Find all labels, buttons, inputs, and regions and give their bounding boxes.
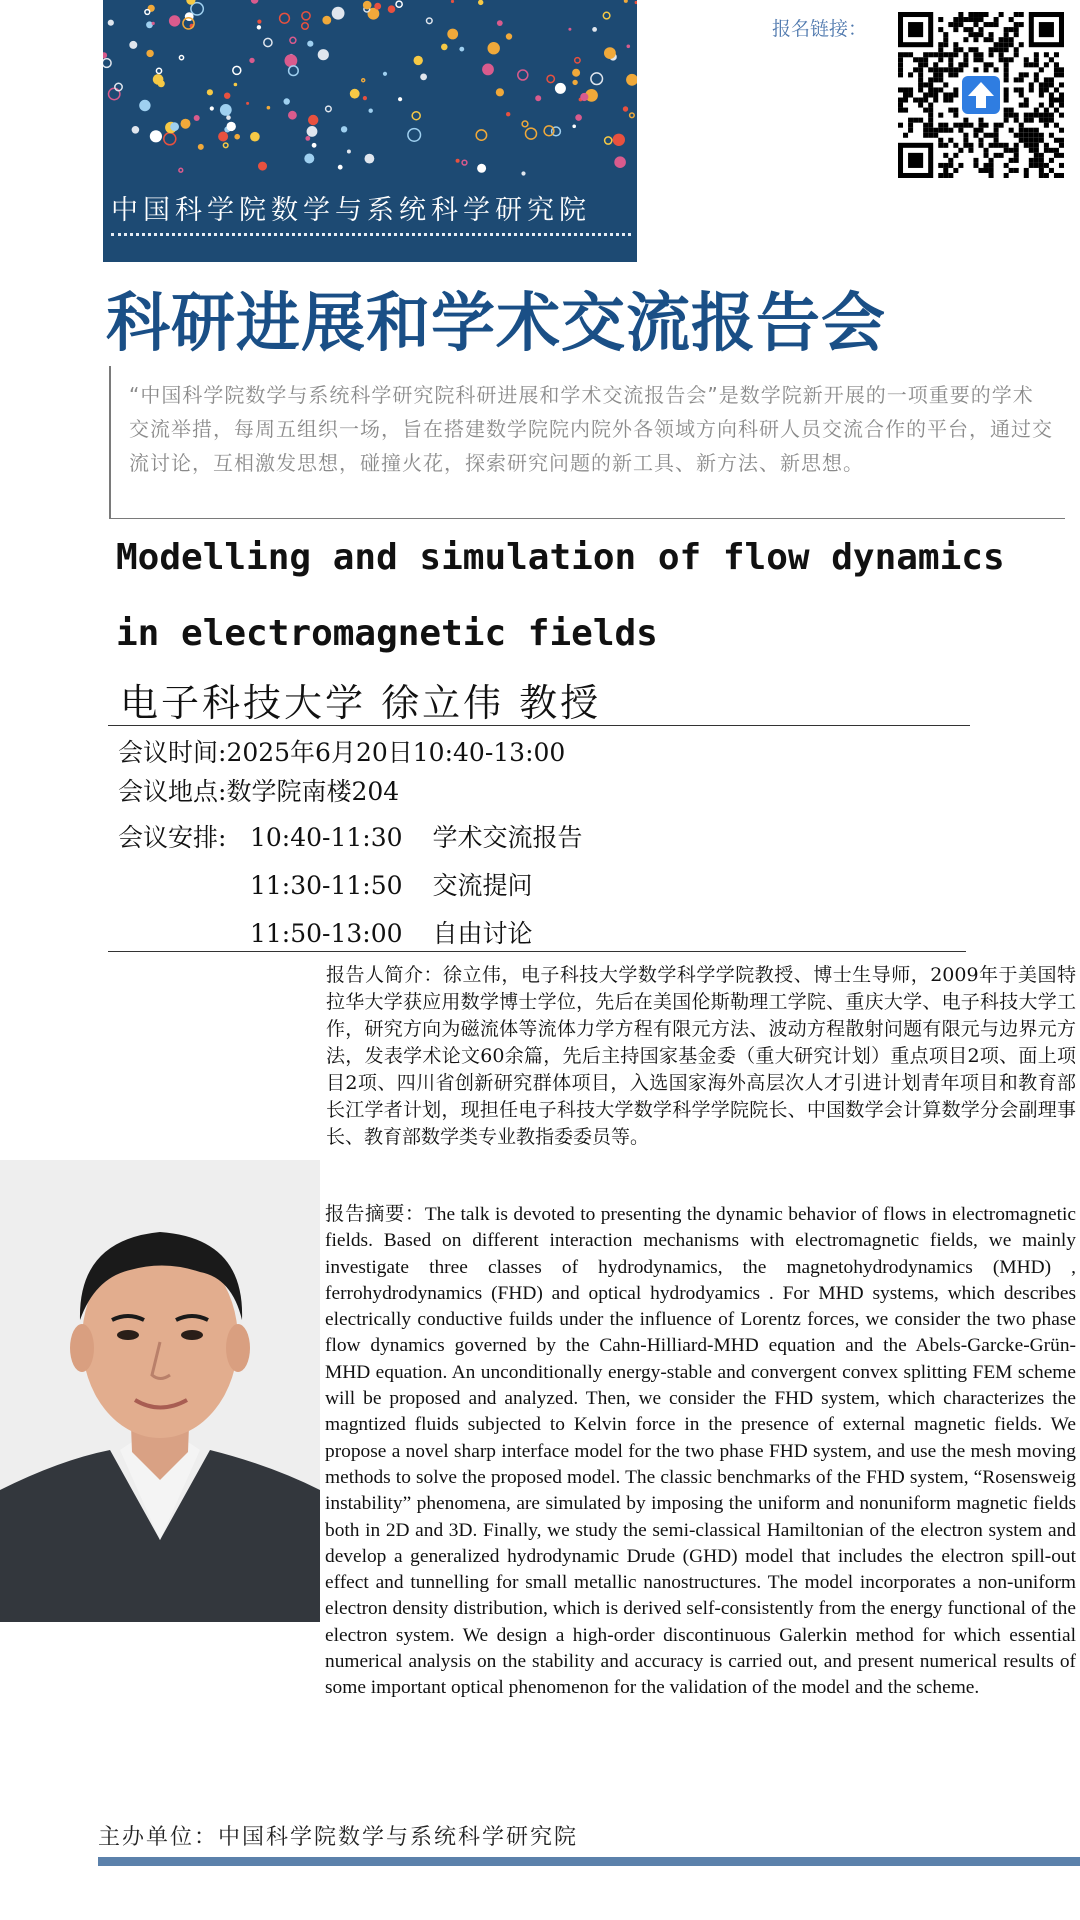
star-dot xyxy=(363,96,367,100)
intro-box xyxy=(109,366,1065,519)
star-dot xyxy=(624,0,628,3)
star-dot xyxy=(132,126,140,134)
star-dot xyxy=(635,1,637,4)
bio-text: 徐立伟，电子科技大学数学科学学院教授、博士生导师，2009年于美国特拉华大学获应用数学博士学位，先后在美国伦斯勒理工学院、重庆大学、电子科技大学工作，研究方向为磁流体等流体力学方程有限元方法、波动方程散射问题有限元与边界元方法，发表学术论文60余篇，先后主持国家基金委（重大研究计划）重点项目2项、面上项目2项、四川省创新研究群体项目，入选国家海外高层次人才引进计划青年项目和教育部长江学者计划，现担任电子科技大学数学科学学院院长、中国数学会计算数学分会副理事长、教育部数学类专业教指委委员等。 xyxy=(326,964,1076,1148)
star-dot xyxy=(153,74,164,85)
star-dot xyxy=(226,115,231,120)
star-dot xyxy=(572,80,577,85)
schedule-time: 11:50-13:00 xyxy=(250,919,403,948)
star-dot xyxy=(250,132,260,142)
star-dot xyxy=(249,58,254,63)
star-dot xyxy=(350,89,360,99)
star-dot xyxy=(146,21,153,28)
schedule-time: 11:30-11:50 xyxy=(250,871,403,900)
star-dot xyxy=(322,16,331,25)
bio-label: 报告人简介： xyxy=(326,964,443,986)
registration-label: 报名链接： xyxy=(772,18,868,40)
star-dot xyxy=(284,98,290,104)
star-dot xyxy=(614,156,626,168)
star-dot xyxy=(522,121,528,127)
star-dot xyxy=(603,12,610,19)
star-dot xyxy=(246,102,249,105)
organizer-label: 主办单位： xyxy=(98,1825,219,1850)
organizer-name: 中国科学院数学与系统科学研究院 xyxy=(218,1825,579,1850)
star-dot xyxy=(626,74,637,86)
star-dot xyxy=(307,126,318,137)
star-dot xyxy=(396,1,402,7)
star-dot xyxy=(526,128,537,139)
star-dot xyxy=(258,162,267,171)
star-dot xyxy=(326,106,332,112)
speaker-line: 电子科技大学 徐立伟 教授 xyxy=(120,681,602,725)
star-dot xyxy=(572,69,580,77)
star-dot xyxy=(383,72,387,76)
star-dot xyxy=(223,143,228,148)
speaker-photo xyxy=(0,1160,320,1622)
star-dot xyxy=(304,154,314,164)
star-dot xyxy=(575,114,582,121)
star-dot xyxy=(420,74,427,81)
star-dot xyxy=(388,5,396,13)
star-dot xyxy=(302,23,309,30)
schedule-row xyxy=(250,866,533,902)
meeting-time-label: 会议时间: xyxy=(118,738,227,767)
star-dot xyxy=(496,88,504,96)
star-dot xyxy=(441,44,448,51)
star-dot xyxy=(264,38,272,46)
page-title: 科研进展和学术交流报告会 xyxy=(106,287,886,361)
star-dot xyxy=(506,33,512,39)
star-dot xyxy=(414,56,423,65)
star-dot xyxy=(369,109,373,113)
star-dot xyxy=(280,13,290,23)
star-dot xyxy=(307,41,313,47)
star-dot xyxy=(341,126,347,132)
qr-code-icon[interactable] xyxy=(898,12,1064,178)
star-dot xyxy=(169,15,180,26)
star-dot xyxy=(318,49,329,60)
star-dot xyxy=(408,129,421,142)
star-dot xyxy=(604,47,616,59)
star-dot xyxy=(478,0,483,5)
star-dot xyxy=(103,52,107,58)
star-dot xyxy=(267,106,271,110)
star-dot xyxy=(150,130,162,142)
banner-org-name: 中国科学院数学与系统科学研究院 xyxy=(111,195,591,226)
star-dot xyxy=(179,168,183,172)
star-dot xyxy=(207,89,213,95)
divider xyxy=(108,951,966,952)
star-dot xyxy=(152,22,155,25)
meeting-time xyxy=(118,733,565,769)
star-dot xyxy=(251,0,259,4)
schedule-row xyxy=(250,818,583,854)
star-dot xyxy=(374,3,381,10)
schedule-item: 交流提问 xyxy=(432,871,533,900)
star-dot xyxy=(547,75,554,82)
star-dot xyxy=(398,97,402,101)
star-dot xyxy=(363,1,372,10)
star-dot xyxy=(568,28,571,31)
star-dot xyxy=(227,122,236,131)
star-dot xyxy=(427,18,433,24)
star-dot xyxy=(623,106,628,111)
talk-abstract xyxy=(325,1201,1076,1702)
star-dot xyxy=(482,64,494,76)
meeting-schedule-label: 会议安排: xyxy=(118,823,227,852)
star-dot xyxy=(591,73,603,85)
star-dot xyxy=(347,150,351,154)
star-dot xyxy=(170,122,179,131)
star-dot xyxy=(544,126,554,136)
star-dot xyxy=(129,41,137,49)
star-dot xyxy=(332,7,345,20)
star-dot xyxy=(108,20,114,26)
star-dot xyxy=(506,112,510,116)
star-dot xyxy=(592,27,597,32)
star-dot xyxy=(555,83,566,94)
organizer-line xyxy=(98,1820,578,1851)
star-dot xyxy=(220,104,232,116)
star-dot xyxy=(488,42,500,54)
star-dot xyxy=(365,154,375,164)
star-dot xyxy=(233,66,241,74)
star-dot xyxy=(164,133,176,145)
star-dot xyxy=(476,130,486,140)
star-dot xyxy=(305,136,310,141)
star-dot xyxy=(630,113,635,118)
star-dot xyxy=(218,132,228,142)
star-dot xyxy=(521,171,525,175)
star-dot xyxy=(257,25,261,29)
star-dot xyxy=(257,20,261,24)
star-dot xyxy=(497,20,503,26)
schedule-item: 学术交流报告 xyxy=(432,823,583,852)
star-dot xyxy=(191,3,203,15)
star-dot xyxy=(194,115,200,121)
meeting-place-value: 数学院南楼204 xyxy=(226,777,400,806)
star-dot xyxy=(103,59,111,68)
star-dot xyxy=(285,54,298,67)
star-dot xyxy=(518,70,528,80)
star-dot xyxy=(198,144,204,150)
star-dot xyxy=(451,0,454,3)
star-dot xyxy=(308,115,318,125)
star-dot xyxy=(224,93,230,99)
schedule-row xyxy=(250,914,533,950)
speaker-bio xyxy=(326,962,1076,1151)
schedule-time: 10:40-11:30 xyxy=(250,823,403,852)
star-dot xyxy=(181,119,191,129)
banner-dotted-line xyxy=(111,233,631,236)
header-banner xyxy=(103,0,637,262)
divider xyxy=(108,725,970,726)
star-dot xyxy=(338,165,343,170)
star-dot xyxy=(412,112,420,120)
meeting-place xyxy=(118,772,399,808)
footer-bar xyxy=(98,1857,1080,1866)
meeting-time-value: 2025年6月20日10:40-13:00 xyxy=(226,738,566,767)
intro-text: “中国科学院数学与系统科学研究院科研进展和学术交流报告会”是数学院新开展的一项重要的学术交流举措，每周五组织一场，旨在搭建数学院院内院外各领域方向科研人员交流合作的平台，通过交流讨论，互相激发思想，碰撞火花，探索研究问题的新工具、新方法、新思想。 xyxy=(129,383,1053,475)
star-dot xyxy=(613,134,625,146)
star-dot xyxy=(362,79,365,82)
star-dot xyxy=(462,160,467,165)
talk-title: Modelling and simulation of flow dynamics in electromagnetic fields xyxy=(116,537,1005,654)
star-dot xyxy=(145,10,150,15)
star-dot xyxy=(575,58,580,63)
star-dot xyxy=(302,12,310,20)
star-dot xyxy=(312,143,317,148)
star-dot xyxy=(139,100,150,111)
abstract-label: 报告摘要： xyxy=(325,1202,425,1225)
meeting-schedule xyxy=(118,818,226,854)
star-dot xyxy=(580,93,588,101)
meeting-place-label: 会议地点: xyxy=(118,777,227,806)
star-dot xyxy=(535,95,541,101)
star-dot xyxy=(156,68,161,73)
star-dot xyxy=(290,37,296,43)
star-dot xyxy=(477,164,486,173)
star-dot xyxy=(234,134,240,140)
star-dot xyxy=(146,50,153,57)
star-dot xyxy=(288,111,297,120)
star-dot xyxy=(447,29,458,40)
star-dot xyxy=(456,159,460,163)
star-dot xyxy=(605,137,612,144)
star-dot xyxy=(627,45,631,49)
star-dot xyxy=(289,66,299,76)
star-dot xyxy=(179,56,183,60)
abstract-text: The talk is devoted to presenting the dynamic behavior of flows in electromagnetic fields. Based on different interaction mechanisms with electromagnetic fields, we mainly investigate three classes of hydrodynamics, the magnetohydrodynamics (MHD) , ferrohydrodynamics (FHD) and optical hydrodyamics . For MHD systems, which describes electrically conductive fuilds under the influence of Lorentz forces, we consider the two phase flow dynamics governed by the Cahn-Hilliard-MHD equation and the Abels-Garcke-Grün-MHD equation. An unconditionally energy-stable and convergent convex splitting FEM scheme will be proposed and analyzed. Then, we consider the FHD system, which characterizes the magntized fluids subjected to Kelvin force in the presence of external magnetic fields. We propose a novel sharp interface model for the two phase FHD system, and use the mesh moving methods to solve the proposed model. The classic benchmarks of the FHD system, “Rosensweig instability” phenomena, are simulated by imposing the uniform and nonuniform magnetic fields both in 2D and 3D. Finally, we study the semi-classical Hamiltonian of the electron system and develop a generalized hydrodynamic Drude (GHD) model that includes the electron spill-out effect and tunnelling for small metallic nanostructures. The model incorporates a non-uniform electron density distribution, which is derived self-consistently from the energy functional of the electron system. We design a high-order discontinuous Galerkin method for which essential numerical analysis on the stability and accuracy is carried out, and present numerical results of some important optical phenomenon for the validation of the model and the scheme. xyxy=(325,1204,1076,1699)
star-dot xyxy=(234,83,238,87)
schedule-item: 自由讨论 xyxy=(432,919,533,948)
star-dot xyxy=(572,125,576,129)
star-dot xyxy=(210,106,214,110)
star-dot xyxy=(459,47,464,52)
